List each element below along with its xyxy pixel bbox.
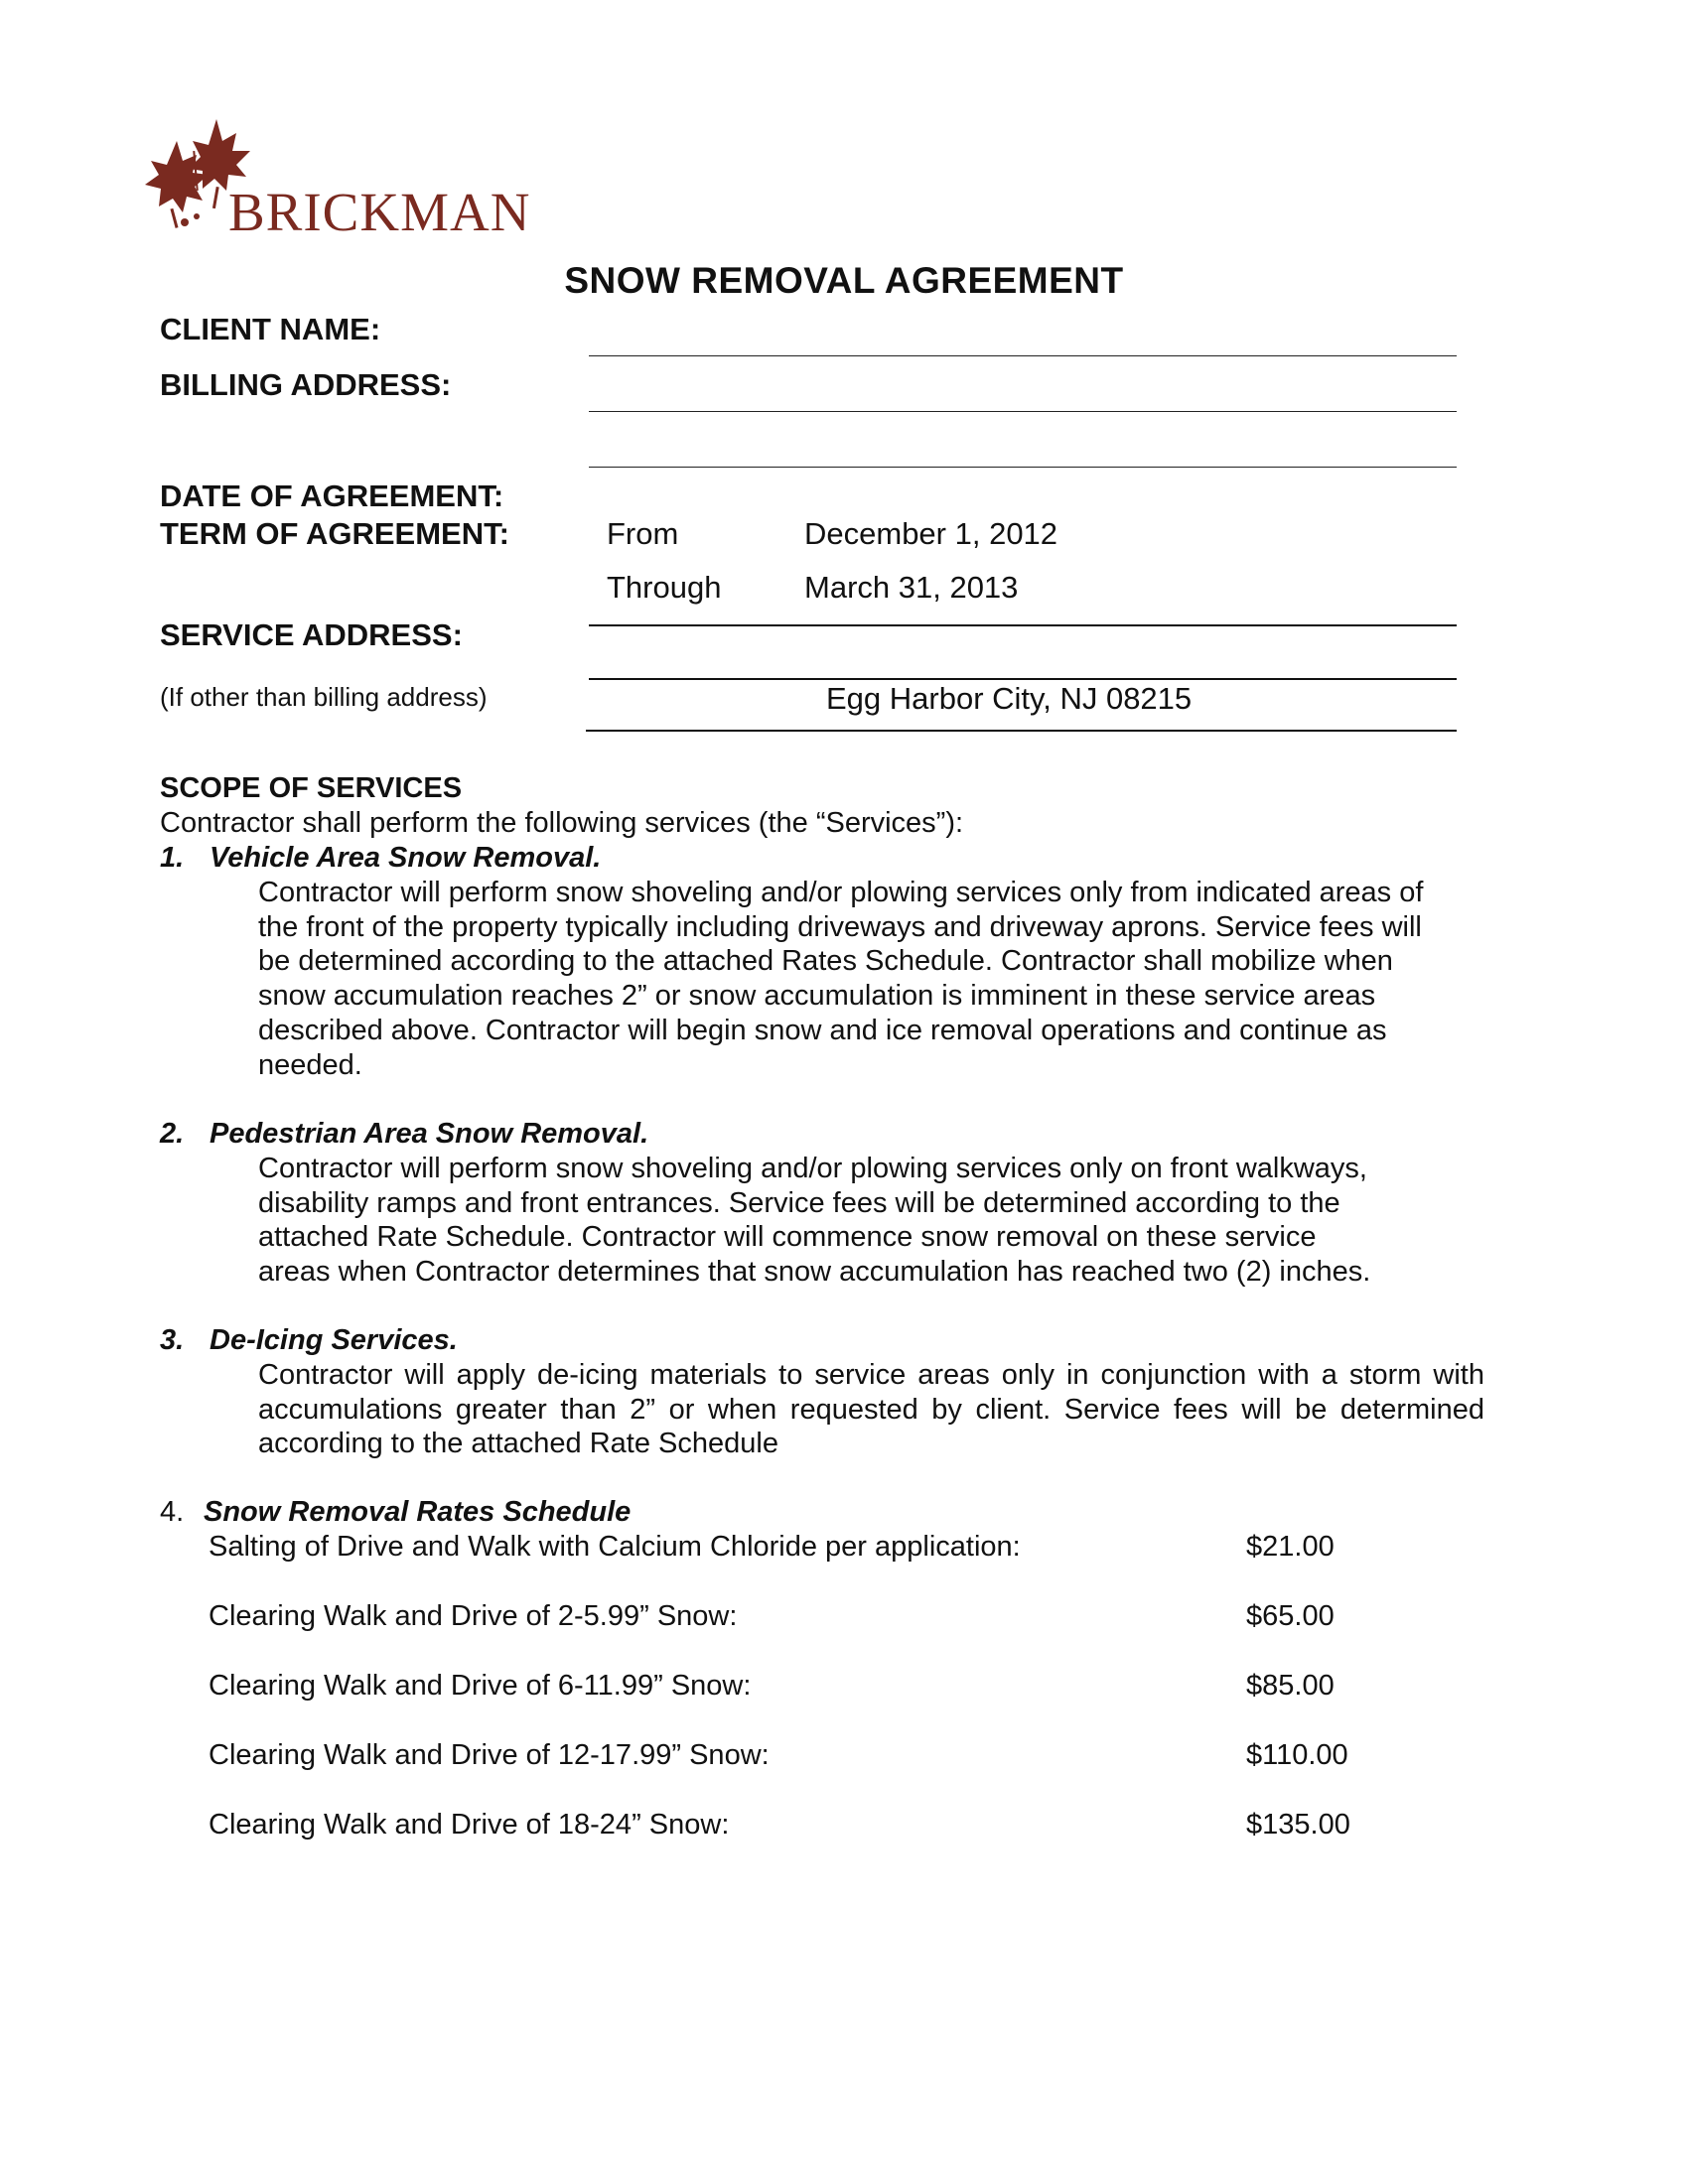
service-item-1-body (258, 876, 1484, 1082)
term-through-value: March 31, 2013 (804, 570, 1019, 605)
rate-price: $135.00 (1246, 1809, 1350, 1841)
service-item-1-line: snow accumulation reaches 2” or snow accumulation is imminent in these service areas (258, 980, 1376, 1013)
rate-price: $110.00 (1246, 1739, 1348, 1771)
service-item-1-title (160, 842, 601, 875)
rate-row (209, 1531, 1400, 1570)
rate-price: $65.00 (1246, 1600, 1335, 1632)
brickman-logo (139, 111, 556, 245)
service-item-1-line: Contractor will perform snow shoveling and/or plowing services only from indicated areas of (258, 877, 1424, 908)
client-name-line (589, 355, 1457, 356)
service-item-3-title (160, 1324, 458, 1357)
service-address-line-2 (586, 730, 1457, 732)
rate-price: $85.00 (1246, 1670, 1335, 1702)
rate-row (209, 1600, 1400, 1640)
date-of-agreement-label: DATE OF AGREEMENT: (160, 478, 504, 513)
term-from-label: From (607, 516, 679, 551)
service-item-2-line: disability ramps and front entrances. Service fees will be determined according to the (258, 1186, 1340, 1219)
service-address-label: SERVICE ADDRESS: (160, 617, 463, 652)
billing-address-label: BILLING ADDRESS: (160, 367, 452, 402)
service-address-line-1 (589, 678, 1457, 680)
service-item-1-line: the front of the property typically including driveways and driveway aprons. Service fees will (258, 910, 1422, 943)
service-address-note: (If other than billing address) (160, 682, 488, 712)
term-from-value: December 1, 2012 (804, 516, 1058, 551)
document-title: SNOW REMOVAL AGREEMENT (564, 260, 1124, 301)
rate-description: Clearing Walk and Drive of 6-11.99” Snow: (209, 1670, 752, 1702)
rate-description: Salting of Drive and Walk with Calcium Chloride per application: (209, 1531, 1021, 1563)
rates-heading: Snow Removal Rates Schedule (204, 1496, 632, 1528)
service-item-2-body (258, 1152, 1484, 1290)
billing-address-line-1 (589, 411, 1457, 412)
rate-description: Clearing Walk and Drive of 18-24” Snow: (209, 1809, 730, 1841)
service-item-1-line: be determined according to the attached Rates Schedule. Contractor shall mobilize when (258, 945, 1393, 978)
service-item-1-heading: Vehicle Area Snow Removal. (210, 842, 602, 874)
rate-row (209, 1739, 1400, 1779)
rate-price: $21.00 (1246, 1531, 1335, 1563)
billing-address-line-2 (589, 467, 1457, 468)
client-name-label: CLIENT NAME: (160, 312, 381, 346)
rate-row (209, 1809, 1400, 1848)
term-line (589, 624, 1457, 626)
service-item-2-line: areas when Contractor determines that snow accumulation has reached two (2) inches. (258, 1256, 1371, 1289)
service-item-2-title (160, 1118, 648, 1151)
rates-number: 4. (160, 1496, 185, 1528)
service-item-1-line: needed. (258, 1048, 362, 1081)
service-address-value: Egg Harbor City, NJ 08215 (826, 681, 1193, 716)
term-of-agreement-label: TERM OF AGREEMENT: (160, 516, 509, 551)
service-item-1-line: described above. Contractor will begin snow and ice removal operations and continue as (258, 1014, 1387, 1046)
logo-wordmark: BRICKMAN (228, 182, 531, 242)
term-through-label: Through (607, 570, 722, 605)
service-item-3-heading: De-Icing Services. (210, 1324, 458, 1356)
rate-row (209, 1670, 1400, 1709)
service-item-1-number: 1. (160, 842, 185, 874)
scope-heading: SCOPE OF SERVICES (160, 772, 463, 804)
rate-description: Clearing Walk and Drive of 2-5.99” Snow: (209, 1600, 738, 1632)
service-item-2-line: attached Rate Schedule. Contractor will commence snow removal on these service (258, 1221, 1317, 1254)
service-item-2-heading: Pedestrian Area Snow Removal. (210, 1118, 649, 1150)
rate-description: Clearing Walk and Drive of 12-17.99” Snow: (209, 1739, 770, 1771)
scope-intro: Contractor shall perform the following services (the “Services”): (160, 807, 964, 839)
service-item-3-body: Contractor will apply de-icing materials to service areas only in conjunction with a storm with accumulations greater than 2” or when requested by client. Service fees will be determined according to the attached Rate Schedule (258, 1359, 1484, 1460)
service-item-2-line: Contractor will perform snow shoveling and/or plowing services only on front walkways, (258, 1153, 1367, 1184)
rates-title (160, 1496, 631, 1529)
service-item-3-number: 3. (160, 1324, 185, 1356)
service-item-2-number: 2. (160, 1118, 185, 1150)
